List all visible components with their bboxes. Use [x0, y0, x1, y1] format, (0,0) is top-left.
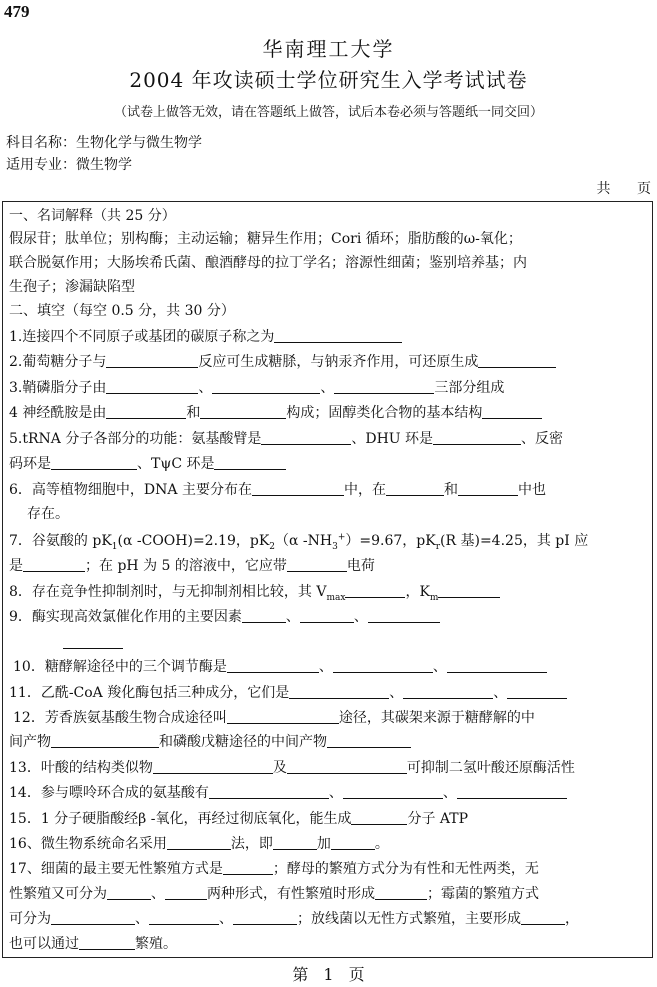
question-13: 13．叶酸的结构类似物 及 可抑制二氢叶酸还原酶活性 — [9, 760, 575, 776]
university-name: 华南理工大学 — [262, 37, 395, 61]
answer-blank[interactable] — [214, 455, 286, 470]
answer-blank[interactable] — [63, 634, 123, 649]
exam-notice: （试卷上做答无效，请在答题纸上做答，试后本卷必须与答题纸一同交回） — [113, 105, 543, 120]
answer-blank[interactable] — [51, 455, 137, 470]
question-7-cont: 是 ；在 pH 为 5 的溶液中，它应带 电荷 — [9, 558, 375, 574]
page-number: 第 1 页 — [292, 965, 365, 984]
answer-blank[interactable] — [165, 885, 207, 900]
answer-blank[interactable] — [327, 733, 411, 748]
answer-blank[interactable] — [233, 910, 297, 925]
section1-line3: 生孢子；渗漏缺陷型 — [9, 279, 135, 295]
question-15: 15．1 分子硬脂酸经β -氧化，再经过彻底氧化，能生成 分子 ATP — [9, 811, 469, 827]
answer-blank[interactable] — [368, 608, 440, 623]
answer-blank[interactable] — [227, 658, 319, 673]
question-17-line3: 可分为 、 、 ；放线菌以无性方式繁殖，主要形成 ， — [9, 911, 579, 927]
section1-line1: 假尿苷；肽单位；别构酶；主动运输；糖异生作用；Cori 循环；脂肪酸的ω-氧化； — [9, 231, 522, 247]
total-pages: 共 页 — [596, 181, 651, 197]
answer-blank[interactable] — [287, 759, 407, 774]
answer-blank[interactable] — [107, 885, 151, 900]
question-4: 4 神经酰胺是由 和 构成；固醇类化合物的基本结构 — [9, 402, 542, 422]
question-9-cont — [63, 634, 123, 651]
answer-blank[interactable] — [106, 404, 186, 419]
exam-title: 2004 年攻读硕士学位研究生入学考试试卷 — [129, 68, 528, 92]
answer-blank[interactable] — [79, 935, 135, 950]
answer-blank[interactable] — [261, 430, 351, 445]
answer-blank[interactable] — [23, 557, 85, 572]
answer-blank[interactable] — [386, 481, 444, 496]
answer-blank[interactable] — [403, 684, 493, 699]
answer-blank[interactable] — [149, 910, 219, 925]
answer-blank[interactable] — [345, 583, 405, 598]
answer-blank[interactable] — [153, 759, 273, 774]
question-12: 12．芳香族氨基酸生物合成途径叫 途径，其碳架来源于糖酵解的中 — [13, 710, 535, 726]
answer-blank[interactable] — [167, 835, 231, 850]
answer-blank[interactable] — [521, 910, 565, 925]
answer-blank[interactable] — [51, 910, 135, 925]
question-3: 3.鞘磷脂分子由 、 、 三部分组成 — [9, 380, 505, 396]
answer-blank[interactable] — [209, 784, 329, 799]
question-6-cont: 存在。 — [27, 506, 69, 522]
answer-blank[interactable] — [287, 557, 347, 572]
question-1: 1.连接四个不同原子或基团的碳原子称之为 — [9, 326, 402, 346]
answer-blank[interactable] — [438, 583, 500, 598]
question-10: 10．糖酵解途径中的三个调节酶是 、 、 — [13, 656, 547, 676]
question-5-cont: 码环是 、TψC 环是 — [9, 453, 286, 473]
question-2: 2.葡萄糖分子与 反应可生成糖脎，与钠汞齐作用，可还原生成 — [9, 351, 556, 371]
question-5: 5.tRNA 分子各部分的功能：氨基酸臂是 、DHU 环是 、反密 — [9, 431, 564, 447]
answer-blank[interactable] — [507, 684, 567, 699]
section1-line2: 联合脱氨作用；大肠埃希氏菌、酿酒酵母的拉丁学名；溶源性细菌；鉴别培养基；内 — [9, 255, 527, 271]
answer-blank[interactable] — [106, 353, 198, 368]
question-17-line4: 也可以通过 繁殖。 — [9, 936, 177, 952]
question-12-cont: 间产物 和磷酸戊糖途径的中间产物 — [9, 731, 411, 751]
question-17-line2: 性繁殖又可分为 、 两种形式，有性繁殖时形成 ；霉菌的繁殖方式 — [9, 886, 539, 902]
answer-blank[interactable] — [334, 379, 434, 394]
answer-blank[interactable] — [227, 709, 339, 724]
section2-title: 二、填空（每空 0.5 分，共 30 分） — [9, 303, 235, 319]
exam-code: 479 — [4, 2, 30, 21]
answer-blank[interactable] — [457, 784, 567, 799]
answer-blank[interactable] — [242, 608, 286, 623]
answer-blank[interactable] — [447, 658, 547, 673]
answer-blank[interactable] — [375, 885, 427, 900]
major-line: 适用专业：微生物学 — [6, 157, 132, 173]
answer-blank[interactable] — [51, 733, 159, 748]
question-box — [2, 201, 653, 958]
question-6: 6．高等植物细胞中，DNA 主要分布在 中，在 和 中也 — [9, 482, 546, 498]
question-16: 16、微生物系统命名采用 法，即 加 。 — [9, 836, 389, 852]
question-7: 7．谷氨酸的 $pK_1(\alpha$ -COOH)=2.19，$pK_2(\alpha$ $-NH_3^+)=9.67$，$pK_r(R$ 基)=4.25，其 pI 应 — [9, 532, 589, 552]
answer-blank[interactable] — [331, 835, 375, 850]
answer-blank[interactable] — [478, 353, 556, 368]
answer-blank[interactable] — [200, 404, 286, 419]
answer-blank[interactable] — [212, 379, 320, 394]
answer-blank[interactable] — [274, 328, 402, 343]
answer-blank[interactable] — [252, 481, 344, 496]
answer-blank[interactable] — [300, 608, 354, 623]
answer-blank[interactable] — [106, 379, 198, 394]
answer-blank[interactable] — [289, 684, 389, 699]
question-17: 17、细菌的最主要无性繁殖方式是 ；酵母的繁殖方式分为有性和无性两类，无 — [9, 861, 539, 877]
answer-blank[interactable] — [433, 430, 521, 445]
question-9: 9．酶实现高效氯催化作用的主要因素 、 、 — [9, 606, 440, 626]
answer-blank[interactable] — [482, 404, 542, 419]
answer-blank[interactable] — [333, 658, 433, 673]
answer-blank[interactable] — [343, 784, 443, 799]
answer-blank[interactable] — [223, 860, 273, 875]
subject-line: 科目名称：生物化学与微生物学 — [6, 135, 202, 151]
section1-title: 一、名词解释（共 25 分） — [9, 208, 176, 224]
answer-blank[interactable] — [351, 810, 407, 825]
answer-blank[interactable] — [273, 835, 317, 850]
question-8: 8．存在竞争性抑制剂时，与无抑制剂相比较，其 $V_{max}$ ，$K_m$ — [9, 581, 500, 603]
question-11: 11．乙酰-CoA 羧化酶包括三种成分，它们是 、 、 — [9, 682, 567, 702]
answer-blank[interactable] — [458, 481, 518, 496]
question-14: 14．参与嘌呤环合成的氨基酸有 、 、 — [9, 782, 567, 802]
